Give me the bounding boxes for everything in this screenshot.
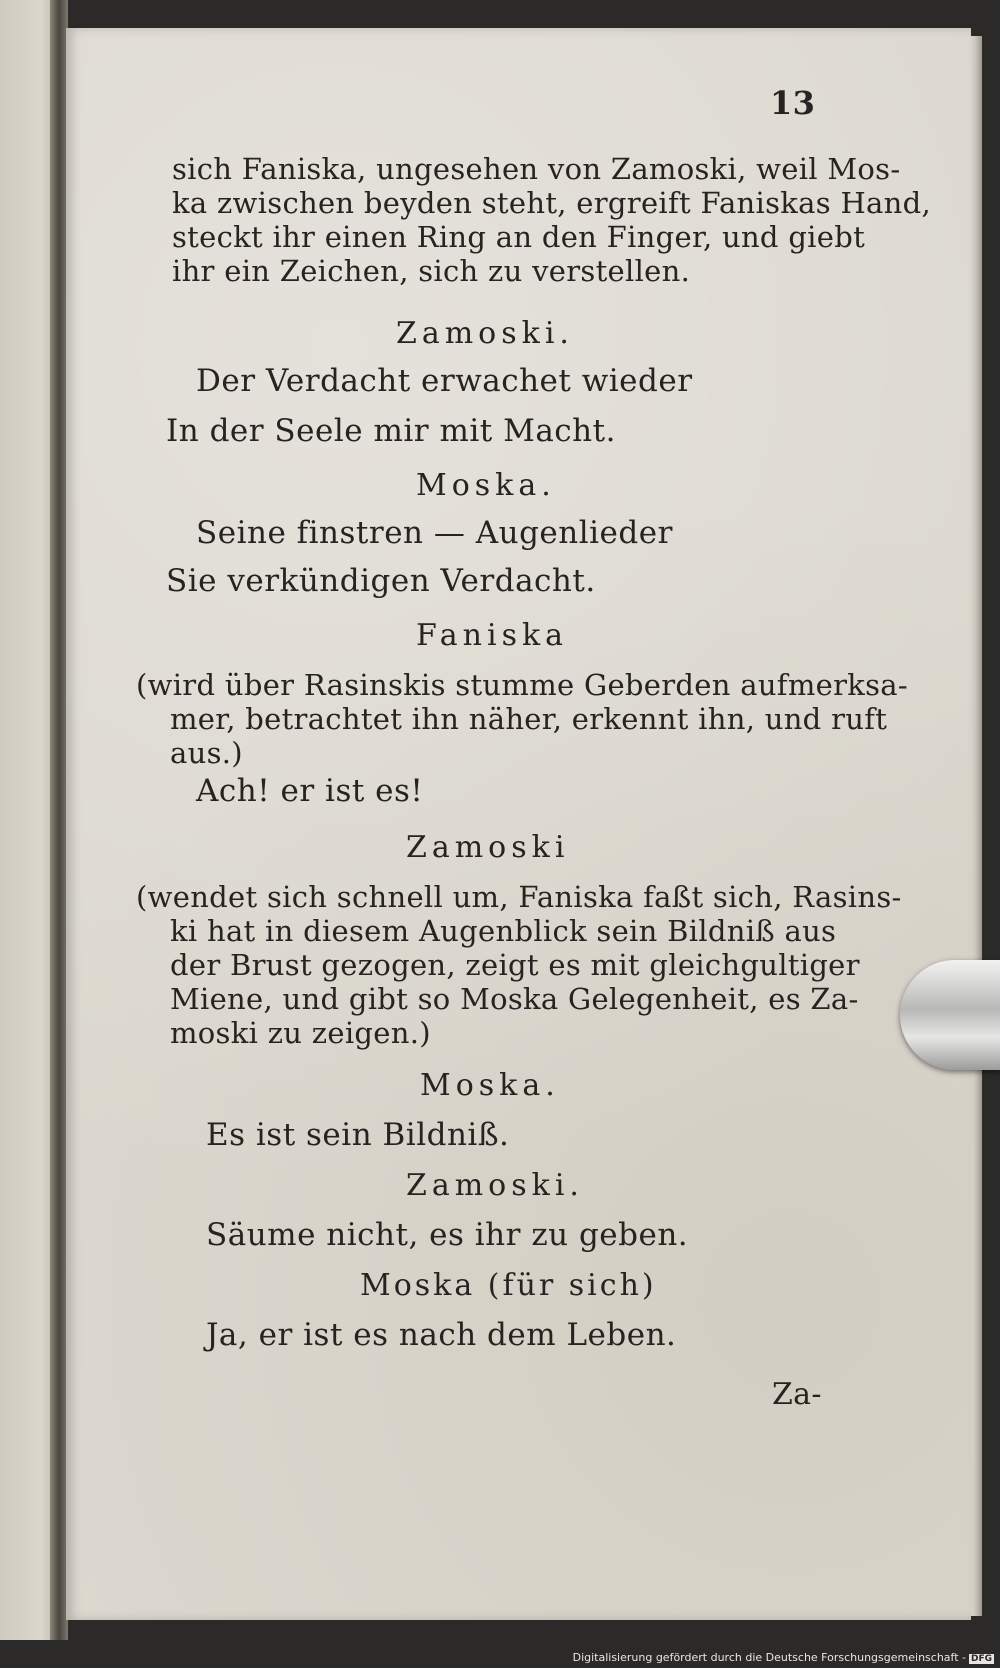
verse-line: In der Seele mir mit Macht. <box>166 413 616 449</box>
verse-line: Ja, er ist es nach dem Leben. <box>206 1317 677 1353</box>
page-number: 13 <box>770 84 816 122</box>
speaker-name: Zamoski <box>406 830 570 865</box>
stage-direction-line: steckt ihr einen Ring an den Finger, und giebt <box>172 220 866 254</box>
book-page <box>66 28 971 1620</box>
dfg-logo: DFG <box>970 1654 992 1664</box>
stage-direction-line: Miene, und gibt so Moska Gelegenheit, es Za- <box>170 982 859 1016</box>
speaker-name: Moska (für sich) <box>360 1268 657 1303</box>
verse-line: Der Verdacht erwachet wieder <box>196 363 693 399</box>
verse-line: Sie verkündigen Verdacht. <box>166 563 596 599</box>
stage-direction-line: (wird über Rasinskis stumme Geberden aufmerksa- <box>136 668 908 702</box>
verse-line: Seine finstren — Augenlieder <box>196 515 673 551</box>
footer-text: Digitalisierung gefördert durch die Deutsche Forschungsgemeinschaft - <box>572 1651 966 1664</box>
speaker-name: Moska. <box>420 1068 560 1103</box>
speaker-name: Zamoski. <box>396 316 574 351</box>
speaker-name: Zamoski. <box>406 1168 584 1203</box>
stage-direction-line: moski zu zeigen.) <box>170 1016 431 1050</box>
stage-direction-line: sich Faniska, ungesehen von Zamoski, weil Mos- <box>172 152 901 186</box>
stage-direction-line: ka zwischen beyden steht, ergreift Faniskas Hand, <box>172 186 931 220</box>
verse-line: Säume nicht, es ihr zu geben. <box>206 1217 689 1253</box>
stage-direction-line: ihr ein Zeichen, sich zu verstellen. <box>172 254 691 288</box>
speaker-name: Moska. <box>416 468 556 503</box>
stage-direction-line: der Brust gezogen, zeigt es mit gleichgultiger <box>170 948 860 982</box>
page-clip <box>900 960 1000 1070</box>
stage-direction-line: aus.) <box>170 736 243 770</box>
verse-line: Ach! er ist es! <box>196 773 424 809</box>
digitization-credit <box>573 1651 994 1664</box>
verse-line: Es ist sein Bildniß. <box>206 1117 510 1153</box>
speaker-name: Faniska <box>416 618 569 653</box>
catchword: Za- <box>772 1377 822 1412</box>
stage-direction-line: ki hat in diesem Augenblick sein Bildniß aus <box>170 914 837 948</box>
stage-direction-line: (wendet sich schnell um, Faniska faßt sich, Rasins- <box>136 880 902 914</box>
stage-direction-line: mer, betrachtet ihn näher, erkennt ihn, und ruft <box>170 702 888 736</box>
page-content <box>66 28 971 1620</box>
